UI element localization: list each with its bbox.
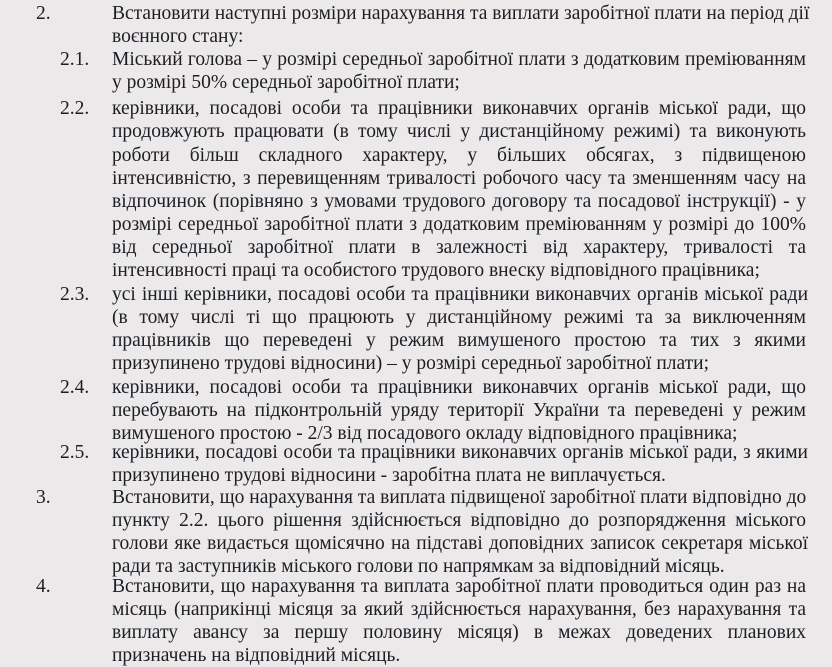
item-2-3-line-3: працівників що переведені у режим вимушеного простою та тих з якими xyxy=(112,330,806,351)
item-2-2-line-6: розмірі середньої заробітної плати з додатковим преміюванням у розмірі до 100% xyxy=(112,214,806,235)
item-2-1-line-1: Міський голова – у розмірі середньої заробітної плати з додатковим преміюванням xyxy=(112,49,806,70)
item-2-2-line-5: відпочинок (порівняно з умовами трудового договору та посадової інструкції) - у xyxy=(112,191,806,212)
item-4-line-4: призначень на відповідний місяць. xyxy=(112,645,401,666)
item-3-line-4: ради та заступників міського голови по напрямкам за відповідний місяць. xyxy=(112,556,725,577)
item-2-4-line-3: вимушеного простою - 2/3 від посадового окладу відповідного працівника; xyxy=(112,423,738,444)
item-number-2-3: 2.3. xyxy=(60,284,90,305)
item-3-line-2: пункту 2.2. цього рішення здійснюється відповідно до розпорядження міського xyxy=(112,510,806,531)
item-2-2-line-1: керівники, посадові особи та працівники виконавчих органів міської ради, що xyxy=(112,98,806,119)
item-2-4-line-1: керівники, посадові особи та працівники виконавчих органів міської ради, що xyxy=(112,377,806,398)
item-2-2-line-3: роботи більш складного характеру, у більших обсягах, з підвищеною xyxy=(112,145,806,166)
item-number-2-2: 2.2. xyxy=(60,98,90,119)
item-2-1-line-2: у розмірі 50% середньої заробітної плати; xyxy=(112,72,460,93)
item-2-2-line-7: від середньої заробітної плати в залежності від характеру, тривалості та xyxy=(112,237,806,258)
item-4-line-3: виплату авансу за першу половину місяця) в межах доведених планових xyxy=(112,622,806,643)
item-number-2-1: 2.1. xyxy=(60,49,90,70)
item-number-2: 2. xyxy=(36,3,51,24)
item-2-4-line-2: перебувають на підконтрольній уряду території України та переведені у режим xyxy=(112,400,806,421)
item-2-3-line-2: (в тому числі ті що працюють у дистанційному режимі та за виключенням xyxy=(112,307,806,328)
item-3-line-3: голови яке видається щомісячно на підставі доповідних записок секретаря міської xyxy=(112,533,808,554)
item-number-2-4: 2.4. xyxy=(60,377,90,398)
item-2-line-1: Встановити наступні розміри нарахування та виплати заробітної плати на період дії xyxy=(112,3,810,24)
item-2-2-line-2: продовжують працювати (в тому числі у дистанційному режимі) та виконують xyxy=(112,121,806,142)
item-2-3-line-1: усі інші керівники, посадові особи та працівники виконавчих органів міської ради xyxy=(112,284,808,305)
item-2-line-2: воєнного стану: xyxy=(112,26,244,47)
item-2-5-line-2: призупинено трудові відносини - заробітна плата не виплачується. xyxy=(112,465,666,486)
item-number-4: 4. xyxy=(36,576,51,597)
item-2-2-line-4: інтенсивністю, з перевищенням тривалості робочого часу та зменшенням часу на xyxy=(112,168,806,189)
item-2-2-line-8: інтенсивності праці та особистого трудового внеску відповідного працівника; xyxy=(112,260,760,281)
item-4-line-1: Встановити, що нарахування та виплата заробітної плати проводиться один раз на xyxy=(112,576,806,597)
item-2-5-line-1: керівники, посадові особи та працівники виконавчих органів міської ради, з якими xyxy=(112,442,808,463)
item-number-2-5: 2.5. xyxy=(60,442,90,463)
item-3-line-1: Встановити, що нарахування та виплата підвищеної заробітної плати відповідно до xyxy=(112,487,807,508)
item-2-3-line-4: призупинено трудові відносини) – у розмірі середньої заробітної плати; xyxy=(112,353,710,374)
item-number-3: 3. xyxy=(36,487,51,508)
item-4-line-2: місяць (наприкінці місяця за який здійснюється нарахування, без нарахування та xyxy=(112,599,806,620)
